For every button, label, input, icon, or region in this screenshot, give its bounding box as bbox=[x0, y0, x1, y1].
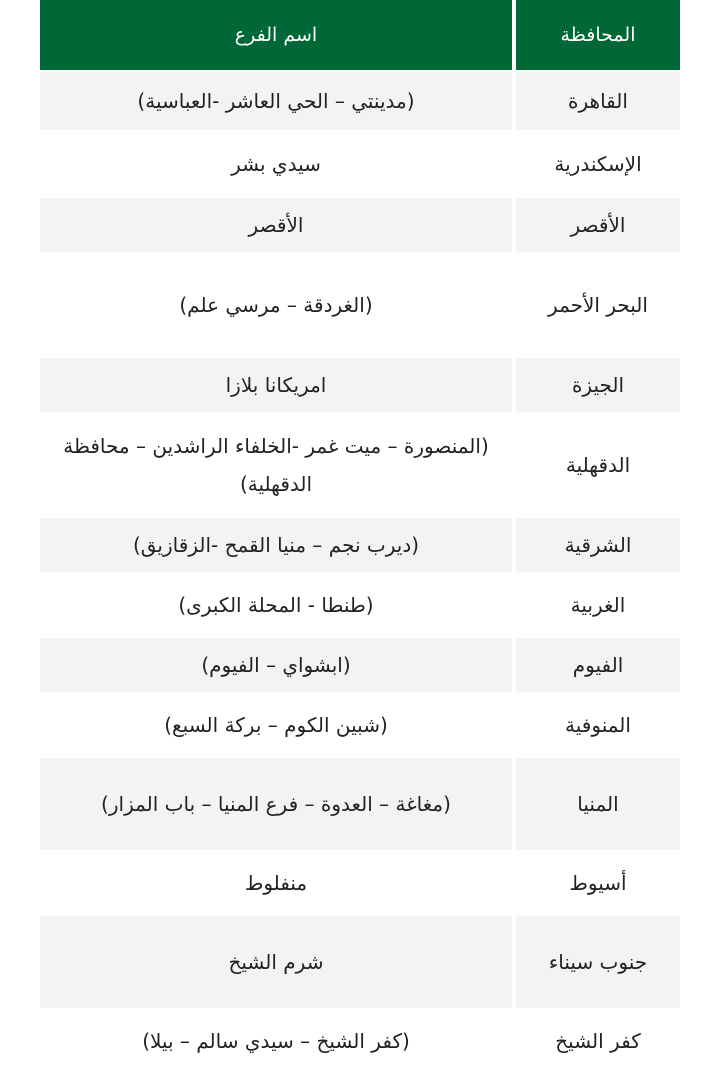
branch-cell: (مدينتي – الحي العاشر -العباسية) bbox=[40, 72, 512, 132]
branch-cell: امريكانا بلازا bbox=[40, 358, 512, 414]
governorate-cell: الغربية bbox=[516, 574, 680, 638]
governorate-cell: المنوفية bbox=[516, 694, 680, 758]
branch-cell: (المنصورة – ميت غمر -الخلفاء الراشدين – محافظة الدقهلية) bbox=[40, 414, 512, 518]
governorate-cell: جنوب سيناء bbox=[516, 916, 680, 1010]
governorate-cell: أسيوط bbox=[516, 852, 680, 916]
governorate-cell: الدقهلية bbox=[516, 414, 680, 518]
governorate-cell: الإسكندرية bbox=[516, 132, 680, 198]
table-row bbox=[40, 916, 680, 1010]
governorate-cell: البحر الأحمر bbox=[516, 254, 680, 358]
table-header-row bbox=[40, 0, 680, 72]
table-row bbox=[40, 638, 680, 694]
table-row bbox=[40, 694, 680, 758]
branch-cell: (ديرب نجم – منيا القمح -الزقازيق) bbox=[40, 518, 512, 574]
branch-cell: (شبين الكوم – بركة السبع) bbox=[40, 694, 512, 758]
table-row bbox=[40, 518, 680, 574]
governorate-cell: الجيزة bbox=[516, 358, 680, 414]
branch-cell: (كفر الشيخ – سيدي سالم – بيلا) bbox=[40, 1010, 512, 1074]
branch-cell: الأقصر bbox=[40, 198, 512, 254]
table-row bbox=[40, 358, 680, 414]
governorate-cell: القاهرة bbox=[516, 72, 680, 132]
branch-cell: (مغاغة – العدوة – فرع المنيا – باب المزار) bbox=[40, 758, 512, 852]
branches-table bbox=[36, 0, 684, 1074]
branch-cell: منفلوط bbox=[40, 852, 512, 916]
table-row bbox=[40, 132, 680, 198]
table-row bbox=[40, 852, 680, 916]
branch-cell: (ابشواي – الفيوم) bbox=[40, 638, 512, 694]
governorate-cell: كفر الشيخ bbox=[516, 1010, 680, 1074]
governorate-cell: الشرقية bbox=[516, 518, 680, 574]
table-row bbox=[40, 1010, 680, 1074]
table-row bbox=[40, 414, 680, 518]
table-row bbox=[40, 198, 680, 254]
governorate-cell: الأقصر bbox=[516, 198, 680, 254]
branch-cell: سيدي بشر bbox=[40, 132, 512, 198]
branch-cell: (طنطا - المحلة الكبرى) bbox=[40, 574, 512, 638]
governorate-cell: الفيوم bbox=[516, 638, 680, 694]
header-branch: اسم الفرع bbox=[40, 0, 512, 72]
table-row bbox=[40, 574, 680, 638]
branch-cell: شرم الشيخ bbox=[40, 916, 512, 1010]
governorate-cell: المنيا bbox=[516, 758, 680, 852]
branch-cell: (الغردقة – مرسي علم) bbox=[40, 254, 512, 358]
table-row bbox=[40, 72, 680, 132]
table-row bbox=[40, 758, 680, 852]
table-row bbox=[40, 254, 680, 358]
header-governorate: المحافظة bbox=[516, 0, 680, 72]
